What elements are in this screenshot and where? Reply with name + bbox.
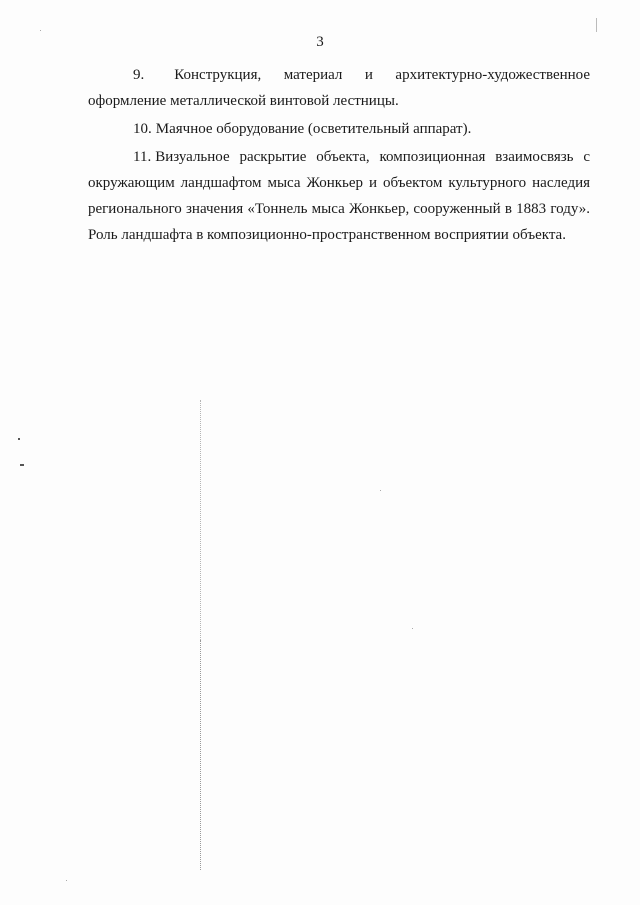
page-number: 3 [316,34,324,50]
list-item [88,116,590,142]
list-item-number: 9. [133,67,145,83]
scan-artifact-mark [412,628,413,629]
scan-artifact-mark [20,464,24,466]
scan-artifact-mark [380,490,381,491]
list-item-text: Визуальное раскрытие объекта, композиционная взаимосвязь с окружающим ландшафтом мыса Жонкьер и объектом культурного наследия регионального значения «Тоннель мыса Жонкьер, сооруженный в 1883 году». Роль ландшафта в композиционно-пространственном восприятии объекта. [88,149,590,243]
list-item-text: Конструкция, материал и архитектурно-художественное оформление металлической винтовой лестницы. [88,67,590,109]
scan-artifact-line [200,640,201,870]
list-item-number: 10. [133,121,152,137]
scan-artifact-mark [66,880,67,881]
list-item [88,144,590,248]
document-body [88,62,590,250]
scan-artifact-mark [596,18,597,32]
list-item-number: 11. [133,149,152,165]
scan-artifact-mark [40,30,41,31]
list-item-text: Маячное оборудование (осветительный аппарат). [155,121,472,137]
scan-artifact-mark [18,438,20,440]
list-item [88,62,590,114]
